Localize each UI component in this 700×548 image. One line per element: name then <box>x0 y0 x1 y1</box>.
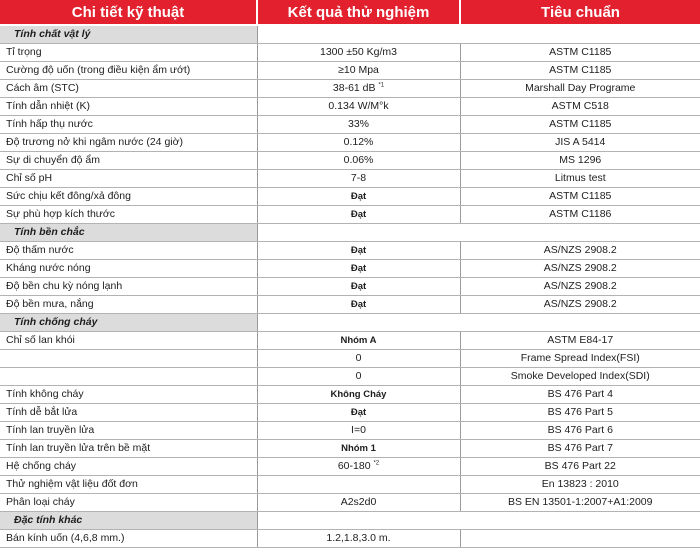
result-value: 0.12% <box>343 136 374 148</box>
property-cell: Thử nghiệm vật liệu đốt đơn <box>0 476 257 494</box>
result-value: 0.06% <box>343 154 374 166</box>
table-row <box>0 278 700 296</box>
result-cell <box>257 296 460 314</box>
result-cell <box>257 134 460 152</box>
section-blank-cell <box>257 224 700 242</box>
table-row <box>0 458 700 476</box>
property-cell: Sự di chuyển độ ẩm <box>0 152 257 170</box>
property-cell: Độ bền mưa, nắng <box>0 296 257 314</box>
spec-table-body <box>0 25 700 548</box>
standard-cell: ASTM C1185 <box>460 44 700 62</box>
standard-cell: Frame Spread Index(FSI) <box>460 350 700 368</box>
result-cell <box>257 80 460 98</box>
header-row <box>0 0 700 25</box>
result-value: Đạt <box>350 299 367 310</box>
table-row <box>0 404 700 422</box>
table-row <box>0 152 700 170</box>
standard-cell: AS/NZS 2908.2 <box>460 242 700 260</box>
footnote-marker: *1 <box>378 82 385 89</box>
table-row <box>0 170 700 188</box>
table-row <box>0 44 700 62</box>
property-cell: Tính lan truyền lửa trên bề mặt <box>0 440 257 458</box>
property-cell: Tính hấp thụ nước <box>0 116 257 134</box>
standard-cell: BS 476 Part 7 <box>460 440 700 458</box>
section-blank-cell <box>257 512 700 530</box>
result-cell <box>257 116 460 134</box>
standard-cell: AS/NZS 2908.2 <box>460 296 700 314</box>
section-title: Đặc tính khác <box>0 512 257 530</box>
result-cell <box>257 350 460 368</box>
result-value: Đạt <box>350 191 367 202</box>
standard-cell: Smoke Developed Index(SDI) <box>460 368 700 386</box>
table-row <box>0 350 700 368</box>
header-standard: Tiêu chuẩn <box>460 0 700 25</box>
property-cell: Tính dễ bắt lửa <box>0 404 257 422</box>
section-title: Tính chống cháy <box>0 314 257 332</box>
result-cell <box>257 530 460 548</box>
standard-cell: Marshall Day Programe <box>460 80 700 98</box>
standard-cell: ASTM C1185 <box>460 62 700 80</box>
standard-cell: AS/NZS 2908.2 <box>460 278 700 296</box>
section-blank-cell <box>257 314 700 332</box>
table-row <box>0 206 700 224</box>
result-cell <box>257 98 460 116</box>
table-row <box>0 62 700 80</box>
table-row <box>0 98 700 116</box>
result-cell <box>257 368 460 386</box>
property-cell: Cường độ uốn (trong điều kiện ẩm ướt) <box>0 62 257 80</box>
property-cell: Sức chịu kết đông/xả đông <box>0 188 257 206</box>
result-value: A2s2d0 <box>340 496 377 508</box>
section-blank-cell <box>257 25 700 44</box>
result-value: Đạt <box>350 407 367 418</box>
result-value: 0.134 W/M°k <box>328 100 389 112</box>
property-cell <box>0 350 257 368</box>
table-row <box>0 440 700 458</box>
result-cell <box>257 404 460 422</box>
table-row <box>0 332 700 350</box>
table-row <box>0 296 700 314</box>
result-value: Đạt <box>350 245 367 256</box>
section-title: Tính bền chắc <box>0 224 257 242</box>
standard-cell: BS 476 Part 22 <box>460 458 700 476</box>
property-cell: Hệ chống cháy <box>0 458 257 476</box>
result-value: Đạt <box>350 263 367 274</box>
result-value: 0 <box>355 370 362 382</box>
table-row <box>0 368 700 386</box>
standard-cell: ASTM C1186 <box>460 206 700 224</box>
table-row <box>0 242 700 260</box>
result-cell <box>257 152 460 170</box>
standard-cell: En 13823 : 2010 <box>460 476 700 494</box>
table-row <box>0 422 700 440</box>
standard-cell: BS EN 13501-1:2007+A1:2009 <box>460 494 700 512</box>
table-row <box>0 134 700 152</box>
section-title: Tính chất vật lý <box>0 25 257 44</box>
property-cell: Độ thấm nước <box>0 242 257 260</box>
standard-cell: ASTM C1185 <box>460 188 700 206</box>
result-value: 7-8 <box>350 172 367 184</box>
standard-cell: Litmus test <box>460 170 700 188</box>
result-value: ≥10 Mpa <box>338 64 379 76</box>
property-cell: Tính không cháy <box>0 386 257 404</box>
result-cell <box>257 170 460 188</box>
table-row <box>0 386 700 404</box>
table-row <box>0 530 700 548</box>
property-cell: Tính dẫn nhiệt (K) <box>0 98 257 116</box>
table-row <box>0 80 700 98</box>
table-row <box>0 260 700 278</box>
result-value: 38-61 dB <box>332 82 376 94</box>
result-cell <box>257 278 460 296</box>
property-cell: Phân loại cháy <box>0 494 257 512</box>
result-value: I=0 <box>351 424 366 436</box>
property-cell: Độ trương nở khi ngâm nước (24 giờ) <box>0 134 257 152</box>
header-result: Kết quả thử nghiệm <box>257 0 460 25</box>
property-cell: Cách âm (STC) <box>0 80 257 98</box>
section-row <box>0 224 700 242</box>
result-value: Không Cháy <box>330 389 387 400</box>
footnote-marker: *2 <box>373 460 380 467</box>
property-cell: Chỉ số lan khói <box>0 332 257 350</box>
result-value: Đạt <box>350 209 367 220</box>
result-value: Nhóm A <box>340 335 377 346</box>
result-cell <box>257 386 460 404</box>
property-cell: Sự phù hợp kích thước <box>0 206 257 224</box>
result-value: 60-180 <box>337 460 371 472</box>
table-row <box>0 476 700 494</box>
property-cell: Kháng nước nóng <box>0 260 257 278</box>
result-value: Nhóm 1 <box>341 443 376 454</box>
result-value: 1.2,1.8,3.0 m. <box>326 532 391 544</box>
standard-cell: ASTM E84-17 <box>460 332 700 350</box>
standard-cell: MS 1296 <box>460 152 700 170</box>
table-row <box>0 188 700 206</box>
property-cell: Tỉ trọng <box>0 44 257 62</box>
standard-cell <box>460 530 700 548</box>
result-cell <box>257 206 460 224</box>
standard-cell: AS/NZS 2908.2 <box>460 260 700 278</box>
result-value: Đạt <box>350 281 367 292</box>
section-row <box>0 314 700 332</box>
result-cell <box>257 260 460 278</box>
property-cell: Chỉ số pH <box>0 170 257 188</box>
standard-cell: BS 476 Part 6 <box>460 422 700 440</box>
result-cell <box>257 242 460 260</box>
result-cell <box>257 44 460 62</box>
result-cell <box>257 332 460 350</box>
standard-cell: ASTM C1185 <box>460 116 700 134</box>
header-spec: Chi tiết kỹ thuật <box>0 0 257 25</box>
property-cell <box>0 368 257 386</box>
standard-cell: BS 476 Part 5 <box>460 404 700 422</box>
result-value: 1300 ±50 Kg/m3 <box>320 46 397 58</box>
property-cell: Tính lan truyền lửa <box>0 422 257 440</box>
table-row <box>0 116 700 134</box>
result-value: 33% <box>347 118 369 130</box>
standard-cell: JIS A 5414 <box>460 134 700 152</box>
result-value: 0 <box>355 352 362 364</box>
property-cell: Bán kính uốn (4,6,8 mm.) <box>0 530 257 548</box>
standard-cell: ASTM C518 <box>460 98 700 116</box>
section-row <box>0 512 700 530</box>
result-cell <box>257 62 460 80</box>
result-cell <box>257 188 460 206</box>
result-cell <box>257 458 460 476</box>
result-cell <box>257 476 460 494</box>
result-cell <box>257 440 460 458</box>
standard-cell: BS 476 Part 4 <box>460 386 700 404</box>
property-cell: Độ bền chu kỳ nóng lạnh <box>0 278 257 296</box>
section-row <box>0 25 700 44</box>
result-cell <box>257 422 460 440</box>
